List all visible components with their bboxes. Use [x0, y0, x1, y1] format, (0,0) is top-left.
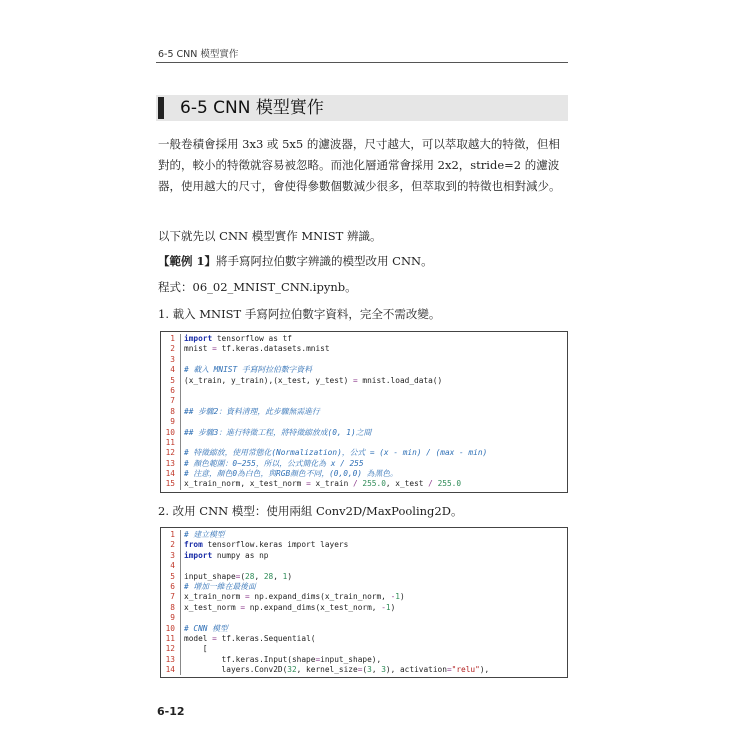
line-number: 4: [170, 365, 175, 375]
code-line: [161, 634, 567, 644]
code-text: [180, 355, 184, 365]
step-2-text: 2. 改用 CNN 模型：使用兩組 Conv2D/MaxPooling2D。: [158, 504, 463, 518]
line-number: 3: [170, 550, 175, 560]
code-text: x_train_norm, x_test_norm = x_train / 255.0, x_test / 255.0: [180, 479, 461, 489]
code-line: [161, 365, 567, 375]
code-text: # 增加一維在最後面: [180, 582, 256, 592]
line-number: 1: [170, 530, 175, 539]
code-text: mnist = tf.keras.datasets.mnist: [180, 344, 330, 354]
code-text: # CNN 模型: [180, 624, 228, 634]
code-line: [161, 655, 567, 665]
code-line: [161, 665, 567, 675]
code-line: [161, 582, 567, 592]
line-number: 7: [170, 396, 175, 406]
program-filename: 程式：06_02_MNIST_CNN.ipynb。: [158, 280, 357, 294]
code-line: [161, 396, 567, 406]
code-text: x_test_norm = np.expand_dims(x_test_norm, -1): [180, 603, 395, 613]
intro-paragraph: 一般卷積會採用 3x3 或 5x5 的濾波器，尺寸越大，可以萃取越大的特徵，但相對的，較小的特徵就容易被忽略。而池化層通常會採用 2x2，stride=2 的濾波器，使用越大的尺寸，會使得參數個數減少很多，但萃取到的特徵也相對減少。: [158, 137, 561, 193]
code-line: [161, 376, 567, 386]
example-label: 【範例 1】: [158, 254, 217, 268]
line-number: 3: [170, 354, 175, 364]
code-text: # 建立模型: [180, 530, 225, 540]
code-text: # 注意，顏色0為白色，與RGB顏色不同，(0,0,0) 為黑色。: [180, 469, 398, 479]
code-line: [161, 572, 567, 582]
code-text: (x_train, y_train),(x_test, y_test) = mnist.load_data(): [180, 376, 442, 386]
code-line: [161, 540, 567, 550]
header-rule: [156, 62, 568, 63]
section-title: 6-5 CNN 模型實作: [180, 98, 324, 118]
line-number: 10: [165, 623, 175, 633]
code-line: [161, 603, 567, 613]
code-line: [161, 417, 567, 427]
section-marker: [158, 97, 164, 119]
code-line: [161, 479, 567, 489]
lead-in-text: 以下就先以 CNN 模型實作 MNIST 辨識。: [158, 229, 382, 243]
code-text: [180, 561, 184, 571]
code-text: model = tf.keras.Sequential(: [180, 634, 315, 644]
code-line: [161, 624, 567, 634]
line-number: 6: [170, 581, 175, 591]
line-number: 4: [170, 561, 175, 571]
code-line: [161, 561, 567, 571]
line-number: 12: [165, 448, 175, 458]
example-line: [158, 251, 568, 272]
line-number: 15: [165, 479, 175, 489]
code-block-1: [160, 331, 568, 493]
code-text: ## 步驟2：資料清理，此步驟無需進行: [180, 407, 320, 417]
code-text: # 顏色範圍：0~255，所以，公式簡化為 x / 255: [180, 459, 364, 469]
code-text: x_train_norm = np.expand_dims(x_train_norm, -1): [180, 592, 405, 602]
code-line: [161, 469, 567, 479]
line-number: 9: [170, 417, 175, 427]
code-text: layers.Conv2D(32, kernel_size=(3, 3), activation="relu"),: [180, 665, 489, 675]
line-number: 13: [165, 654, 175, 664]
code-line: [161, 613, 567, 623]
code-text: import tensorflow as tf: [180, 334, 292, 344]
line-number: 7: [170, 592, 175, 602]
code-text: [180, 396, 184, 406]
code-text: [180, 417, 184, 427]
code-text: import numpy as np: [180, 551, 269, 561]
line-number: 5: [170, 375, 175, 385]
line-number: 11: [165, 437, 175, 447]
line-number: 6: [170, 385, 175, 395]
line-number: 12: [165, 644, 175, 654]
page-number: 6-12: [157, 705, 185, 718]
section-heading-bar: [156, 95, 568, 121]
code-line: [161, 530, 567, 540]
line-number: 11: [165, 633, 175, 643]
code-text: [180, 613, 184, 623]
code-text: [180, 438, 184, 448]
code-line: [161, 438, 567, 448]
line-number: 14: [165, 665, 175, 675]
example-text: 將手寫阿拉伯數字辨識的模型改用 CNN。: [216, 254, 433, 268]
line-number: 2: [170, 344, 175, 354]
line-number: 2: [170, 540, 175, 550]
code-text: tf.keras.Input(shape=input_shape),: [180, 655, 381, 665]
code-text: [180, 386, 184, 396]
code-text: # 載入 MNIST 手寫阿拉伯數字資料: [180, 365, 312, 375]
line-number: 10: [165, 427, 175, 437]
code-line: [161, 386, 567, 396]
running-head: 6-5 CNN 模型實作: [158, 49, 239, 60]
step-1-text: 1. 載入 MNIST 手寫阿拉伯數字資料，完全不需改變。: [158, 307, 441, 321]
line-number: 13: [165, 458, 175, 468]
code-text: input_shape=(28, 28, 1): [180, 572, 292, 582]
code-line: [161, 459, 567, 469]
code-line: [161, 428, 567, 438]
code-text: from tensorflow.keras import layers: [180, 540, 348, 550]
code-line: [161, 592, 567, 602]
code-text: # 特徵縮放，使用常態化(Normalization)，公式 = (x - min) / (max - min): [180, 448, 487, 458]
line-number: 14: [165, 469, 175, 479]
code-line: [161, 355, 567, 365]
code-line: [161, 407, 567, 417]
code-line: [161, 334, 567, 344]
code-line: [161, 344, 567, 354]
code-line: [161, 644, 567, 654]
code-block-2: [160, 527, 568, 678]
line-number: 1: [170, 334, 175, 343]
line-number: 9: [170, 613, 175, 623]
line-number: 8: [170, 406, 175, 416]
code-text: ## 步驟3：進行特徵工程，將特徵縮放成(0, 1)之間: [180, 428, 371, 438]
code-line: [161, 448, 567, 458]
line-number: 5: [170, 571, 175, 581]
line-number: 8: [170, 602, 175, 612]
code-text: [: [180, 644, 207, 654]
code-line: [161, 551, 567, 561]
